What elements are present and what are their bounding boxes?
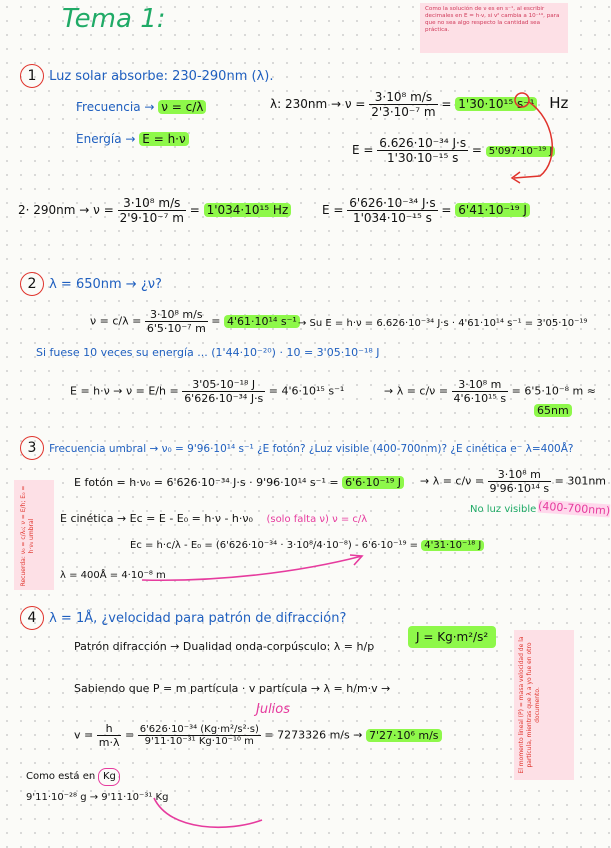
q3-lambda-num: 3·10⁸ m: [488, 468, 552, 482]
q1-l230-label: λ: 230nm →: [270, 97, 342, 111]
q4-patron: Patrón difracción → Dualidad onda-corpúsculo: λ = h/p: [74, 640, 375, 653]
q2-l-nm: 65nm: [534, 404, 572, 417]
q3-lambda-result: = 301nm: [554, 474, 607, 488]
q1-e-230: E = $\frac{\text{6.626·10⁻³⁴ J·s}}{\text{1'30·10⁻¹⁵ s}}$ = 5'097·10⁻¹⁹ J: [352, 136, 555, 165]
q2-e-lhs: E = h·ν → ν = E/h =: [70, 384, 179, 398]
q2-e-result: = 4'6·10¹⁵ s⁻¹: [268, 384, 345, 398]
q1-e2-lhs: E =: [322, 203, 344, 217]
q3-cinetica-note: (solo falta ν) ν = c/λ: [266, 514, 368, 525]
q1-hz: Hz: [549, 94, 569, 112]
q2-nu-result: 4'61·10¹⁴ s⁻¹: [224, 315, 300, 328]
q2-l-line: [384, 378, 596, 405]
q1-e1-frac: [377, 136, 468, 165]
q4-pink-curve: [150, 796, 270, 836]
q1-nu-sym: ν =: [344, 97, 366, 111]
q3-cinetica-line: E cinética → Ec = E - E₀ = h·ν - h·ν₀: [60, 512, 253, 525]
q1-header: [20, 64, 273, 88]
q3-number: 3: [20, 436, 44, 460]
q2-if-line: Si fuese 10 veces su energía ... (1'44·10⁻²⁰) · 10 = 3'05·10⁻¹⁸ J: [36, 346, 380, 359]
q2-l-den: 4'6·10¹⁵ s: [453, 392, 507, 405]
q2-e-num: 3'05·10⁻¹⁸ J: [182, 378, 265, 392]
q2-heading: λ = 650nm → ¿ν?: [49, 277, 162, 292]
q1-nu2-num: 3·10⁸ m/s: [118, 196, 186, 211]
q1-l290-label: 2· 290nm →: [18, 203, 90, 217]
q4-v-eq-num: 6'626·10⁻³⁴ (Kg·m²/s²·s): [139, 724, 259, 735]
q1-nu1-den: 2'3·10⁻⁷ m: [371, 105, 436, 119]
q2-l-result: = 6'5·10⁻⁸ m ≈: [511, 384, 596, 398]
q2-l-num: 3·10⁸ m: [452, 378, 509, 392]
q1-e1-den: 1'30·10⁻¹⁵ s: [387, 151, 459, 165]
q3-heading: Frecuencia umbral → ν₀ = 9'96·10¹⁴ s⁻¹ ¿E fotón? ¿Luz visible (400-700nm)? ¿E cinética e⁻ λ=400Å?: [49, 443, 574, 455]
q4-number: 4: [20, 606, 44, 630]
q2-l-frac: [452, 378, 509, 405]
q1-red-arrow: [500, 80, 570, 190]
q4-side-note: El momento lineal (P) = masa velocidad de la partícula, mientras que λ a yo fue en otro documento.: [518, 636, 541, 774]
q3-foton: [74, 476, 404, 489]
q1-energy-label: Energía →: [76, 132, 136, 146]
q1-energy: [76, 132, 189, 146]
q3-ec-result: 4'31·10⁻¹⁸ J: [421, 540, 484, 551]
q1-e1-num: 6.626·10⁻³⁴ J·s: [379, 136, 467, 150]
q3-header: [20, 436, 573, 460]
q3-ec-line: Ec = h·c/λ - E₀ = (6'626·10⁻³⁴ · 3·10⁸/4·10⁻⁸) - 6'6·10⁻¹⁹ =: [130, 540, 419, 551]
q3-foton-result: 6'6·10⁻¹⁹ J: [342, 476, 404, 489]
q2-e-line: [70, 378, 344, 405]
q1-e2-result: 6'41·10⁻¹⁹ J: [455, 203, 530, 217]
q1-freq-formula: ν = c/λ: [158, 100, 206, 114]
q1-nu-230: λ: 230nm → ν = $\frac{\text{3·10⁸ m/s}}{\text{2'3·10⁻⁷ m}}$ = 1'30·10¹⁵ s⁻¹ Hz: [270, 90, 569, 119]
q1-heading: Luz solar absorbe: 230-290nm (λ).: [49, 69, 274, 84]
q3-lambda: [420, 468, 606, 495]
q2-e-den: 6'626·10⁻³⁴ J·s: [184, 392, 264, 405]
q1-nu1-num: 3·10⁸ m/s: [369, 90, 437, 105]
q3-pink-arrow: [140, 552, 370, 586]
q4-v-result: = 7273326 m/s →: [264, 728, 363, 742]
q4-unit-box: J = Kg·m²/s²: [408, 626, 496, 648]
q2-e-frac: [182, 378, 265, 405]
q4-v-eq-frac: [138, 724, 261, 747]
q1-e2-den: 1'034·10⁻¹⁵ s: [352, 211, 432, 225]
q1-energy-formula: E = h·ν: [139, 132, 188, 146]
q3-no-visible-range: (400-700nm): [537, 499, 611, 518]
q2-nu-den: 6'5·10⁻⁷ m: [146, 322, 206, 335]
q3-cinetica: [60, 512, 367, 525]
q3-side-note: Recuerda: ν₀ = c/λ₀; ν = E/h; E₀ = h·ν₀ umbral: [20, 485, 35, 587]
q4-como: [26, 768, 120, 786]
q3-ec: [130, 540, 484, 551]
q2-nu-lhs: ν = c/λ =: [90, 314, 142, 328]
q3-l400: λ = 400Å = 4·10⁻⁸ m: [60, 570, 166, 581]
q4-kg-circle: Kg: [98, 768, 120, 786]
q4-header: [20, 606, 346, 630]
q4-v-lhs: v =: [74, 728, 94, 742]
q4-julios: Julios: [256, 702, 291, 717]
sticky-note: Como la solución de ν es en s⁻¹, al escribir decimales en E = h·ν, si ν² cambia a 10⁻¹⁹, para que no sea algo respecto la cantidad sea práctica.: [420, 3, 568, 53]
q4-sabiendo: Sabiendo que P = m partícula · v partícula → λ = h/m·v →: [74, 682, 391, 695]
q3-lambda-frac: [488, 468, 552, 495]
q4-v-frac: [97, 722, 122, 749]
q3-lambda-den: 9'96·10¹⁴ s: [489, 482, 550, 495]
q4-mass: 9'11·10⁻²⁸ g → 9'11·10⁻³¹ Kg: [26, 792, 169, 803]
q1-nu-290: 2· 290nm → ν = $\frac{\text{3·10⁸ m/s}}{\text{2'9·10⁻⁷ m}}$ = 1'034·10¹⁵ Hz: [18, 196, 291, 225]
q1-e1-lhs: E =: [352, 143, 374, 157]
q1-number: 1: [20, 64, 44, 88]
q2-number: 2: [20, 272, 44, 296]
q1-e1-result: 5'097·10⁻¹⁹ J: [486, 146, 556, 157]
q4-v-result2: 7'27·10⁶ m/s: [366, 729, 442, 742]
q2-nu-line: ν = c/λ = $\frac{\text{3·10⁸ m/s}}{\text{6'5·10⁻⁷ m}}$ = 4'61·10¹⁴ s⁻¹: [90, 308, 300, 335]
q1-nu1-frac: [369, 90, 437, 119]
q4-v: v = $\frac{h}{m\cdot\lambda}$ = $\frac{\text{6'626·10⁻³⁴ (Kg·m²/s²·s)}}{\text{9'11·10⁻³¹ Kg·10⁻¹⁰ m}}$ = 7273326 m/s → 7'27·10⁶ m/s: [74, 722, 442, 749]
q4-v-num: h: [97, 722, 122, 736]
q2-nu-num: 3·10⁸ m/s: [145, 308, 208, 322]
q1-frequency: [76, 100, 206, 114]
q1-e2-num: 6'626·10⁻³⁴ J·s: [349, 196, 436, 210]
q2-l-lhs: → λ = c/ν =: [384, 384, 449, 398]
q3-lambda-lhs: → λ = c/ν =: [420, 474, 485, 488]
q1-e-290: E = $\frac{\text{6'626·10⁻³⁴ J·s}}{\text{1'034·10⁻¹⁵ s}}$ = 6'41·10⁻¹⁹ J: [322, 196, 530, 225]
q4-v-den: m·λ: [98, 736, 120, 749]
q1-nu2-den: 2'9·10⁻⁷ m: [119, 211, 184, 225]
q4-como-line: Como está en: [26, 771, 96, 782]
q2-header: [20, 272, 162, 296]
q1-nu-sym2: ν =: [93, 203, 114, 217]
q2-nu-frac: [145, 308, 208, 335]
page-title: Tema 1:: [62, 4, 166, 34]
q3-no-visible: No luz visible: [470, 504, 537, 515]
q1-e2-frac: [347, 196, 437, 225]
q4-v-eq-den: 9'11·10⁻³¹ Kg·10⁻¹⁰ m: [144, 736, 254, 747]
q1-nu2-result: 1'034·10¹⁵ Hz: [204, 203, 292, 217]
q1-freq-label: Frecuencia →: [76, 100, 155, 114]
q3-foton-line: E fotón = h·ν₀ = 6'626·10⁻³⁴ J·s · 9'96·10¹⁴ s⁻¹ =: [74, 476, 339, 489]
q1-nu2-frac: [118, 196, 186, 225]
q4-heading: λ = 1Å, ¿velocidad para patrón de difracción?: [49, 611, 347, 626]
q1-nu1-result: 1'30·10¹⁵ s⁻¹: [455, 97, 537, 111]
q2-energy-line: → Su E = h·ν = 6.626·10⁻³⁴ J·s · 4'61·10¹⁴ s⁻¹ = 3'05·10⁻¹⁹: [298, 318, 588, 329]
